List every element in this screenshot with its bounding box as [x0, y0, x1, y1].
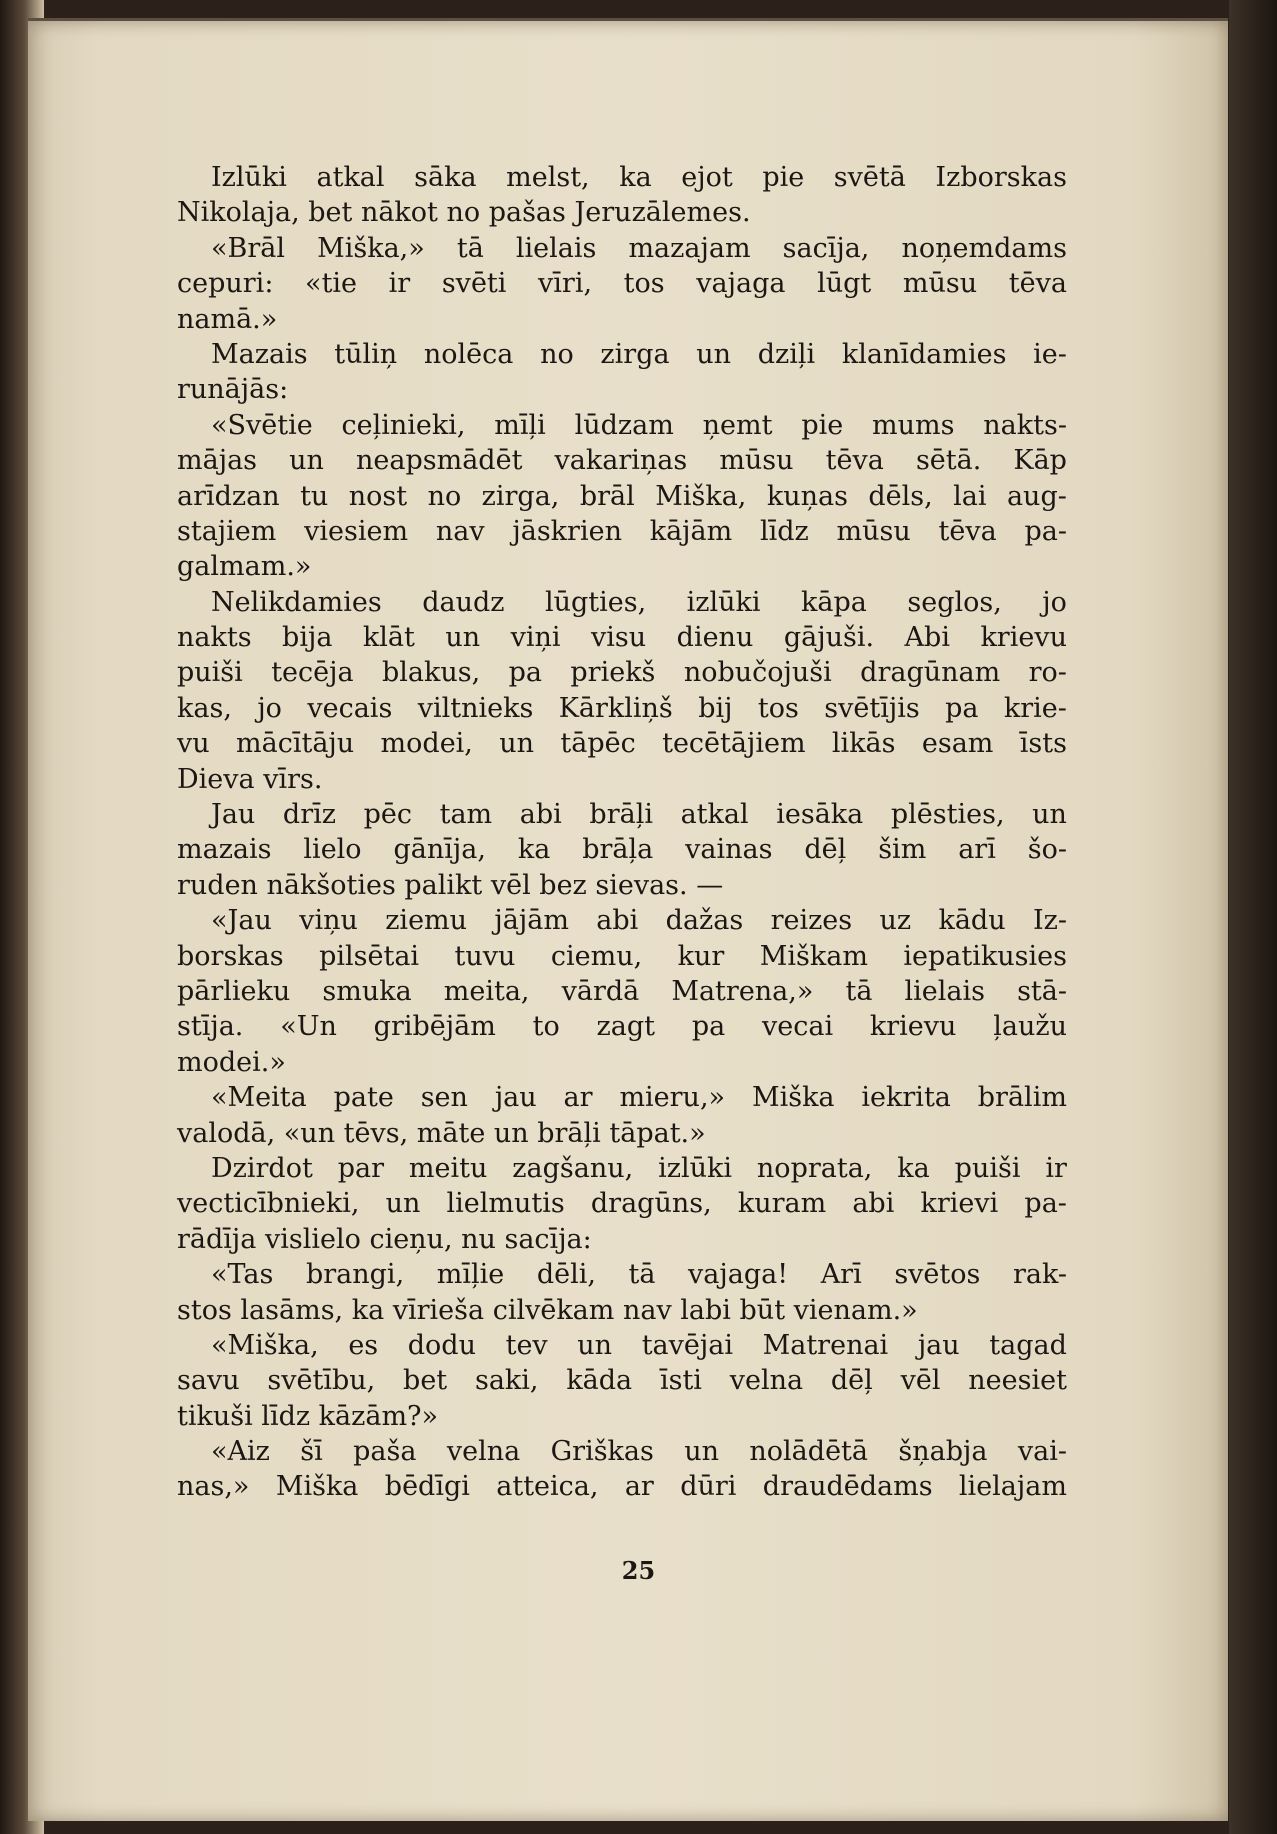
word: dūri	[680, 1471, 737, 1503]
word: meitu	[408, 1152, 488, 1184]
word: par	[337, 1152, 385, 1184]
word: ņemt	[702, 409, 773, 441]
word: tūliņ	[334, 338, 398, 370]
word: vakariņas	[554, 445, 688, 477]
word: vecticībnieki,	[177, 1188, 360, 1220]
word: seglos,	[907, 586, 1002, 618]
word: Izlūki	[211, 162, 287, 193]
word: un	[289, 445, 324, 477]
word: Kārkliņš	[558, 692, 673, 724]
text-line	[177, 620, 1067, 655]
word: pārlieku	[177, 975, 291, 1007]
word: Arī	[820, 1259, 862, 1291]
word: kas,	[177, 692, 232, 724]
word: iesāka	[776, 799, 864, 831]
text-line	[177, 939, 1067, 974]
word: Miška,»	[317, 232, 425, 264]
word: dragūnam	[860, 657, 1001, 689]
word: dēli,	[536, 1259, 596, 1291]
word: savu	[177, 1365, 240, 1397]
word: gājuši.	[783, 622, 875, 654]
word: Miška,	[655, 480, 747, 512]
word: un	[385, 1188, 421, 1220]
word: «Un	[280, 1011, 337, 1043]
word: reizes	[770, 905, 853, 937]
word: gānīja,	[393, 834, 486, 866]
word: likās	[831, 728, 896, 760]
page-body-text	[177, 160, 1067, 1505]
text-line	[177, 832, 1067, 867]
word: šo-	[1027, 834, 1067, 866]
word: dziļi	[757, 338, 816, 370]
word: priekš	[570, 657, 656, 689]
word: drīz	[282, 799, 336, 831]
word: vajaga!	[688, 1259, 789, 1291]
word: mācītāju	[236, 728, 355, 760]
text-line	[177, 514, 1067, 549]
word: kuram	[737, 1188, 827, 1220]
word: tēva	[938, 515, 997, 547]
word: lielais	[515, 232, 597, 264]
word: kādu	[938, 905, 1006, 937]
word: esam	[921, 728, 994, 760]
word: «Meita	[211, 1082, 307, 1114]
word: vai-	[1017, 1436, 1067, 1468]
word: bija	[282, 622, 333, 654]
word: bet	[403, 1365, 448, 1397]
word: Dzirdot	[211, 1152, 313, 1184]
word: mazais	[177, 834, 272, 866]
word: Nelikdamies	[211, 586, 382, 618]
word: Matrena,»	[671, 975, 814, 1007]
text-line	[177, 337, 1067, 372]
word: abi	[596, 905, 639, 937]
word: gribējām	[373, 1011, 496, 1043]
text-line	[177, 1469, 1067, 1504]
word: noņemdams	[901, 232, 1067, 264]
word: sāka	[414, 162, 477, 193]
word: zirga	[600, 338, 670, 370]
word: ar	[624, 1471, 654, 1503]
word: iepatikusies	[903, 940, 1067, 972]
word: uz	[879, 905, 912, 937]
text-line	[177, 726, 1067, 761]
word: nobučojuši	[683, 657, 832, 689]
text-line: valodā, «un tēvs, māte un brāļi tāpat.»	[177, 1117, 706, 1149]
word: meita,	[443, 975, 530, 1007]
word: un	[445, 622, 481, 654]
word: tev	[505, 1329, 548, 1361]
word: stā-	[1017, 975, 1067, 1007]
word: kur	[677, 940, 725, 972]
word: šim	[878, 834, 927, 866]
word: «Tas	[211, 1259, 274, 1291]
word: vēl	[900, 1365, 941, 1397]
word: atkal	[316, 162, 385, 193]
word: tāpēc	[560, 728, 636, 760]
word: puiši	[954, 1152, 1021, 1184]
word: pie	[762, 162, 805, 193]
word: vecai	[762, 1011, 834, 1043]
word: nav	[435, 515, 485, 547]
word: ka	[897, 1152, 930, 1184]
word: daudz	[422, 586, 505, 618]
word: kuņas	[766, 480, 848, 512]
word: brangi,	[305, 1259, 405, 1291]
text-line	[177, 1328, 1067, 1363]
word: kāpa	[801, 586, 867, 618]
word: stajiem	[177, 515, 277, 547]
text-line	[177, 443, 1067, 478]
word: mīļi	[494, 409, 546, 441]
word: dažas	[665, 905, 744, 937]
word: lielmutis	[446, 1188, 565, 1220]
word: kāda	[566, 1365, 633, 1397]
word: un	[696, 338, 732, 370]
word: tagad	[989, 1329, 1067, 1361]
text-line	[177, 903, 1067, 938]
word: lielo	[303, 834, 362, 866]
word: ro-	[1028, 657, 1067, 689]
word: jo	[1042, 586, 1067, 618]
word: Izborskas	[935, 162, 1067, 193]
text-line	[177, 160, 1067, 195]
text-line: Dieva vīrs.	[177, 763, 323, 795]
word: ka	[517, 834, 551, 866]
word: svētā	[833, 162, 906, 193]
word: krievu	[980, 622, 1067, 654]
word: mūsu	[836, 515, 911, 547]
word: sen	[420, 1082, 468, 1114]
text-line	[177, 231, 1067, 266]
word: vainas	[685, 834, 773, 866]
word: ejot	[681, 162, 733, 193]
word: abi	[852, 1188, 895, 1220]
page-number: 25	[621, 1556, 656, 1585]
word: mazajam	[628, 232, 751, 264]
word: lai	[953, 480, 987, 512]
text-line	[177, 408, 1067, 443]
word: smuka	[322, 975, 412, 1007]
text-line	[177, 1009, 1067, 1044]
word: pa-	[1024, 1188, 1067, 1220]
word: dienu	[676, 622, 754, 654]
word: nas,»	[177, 1471, 250, 1503]
word: klāt	[362, 622, 415, 654]
text-line	[177, 691, 1067, 726]
word: visu	[591, 622, 647, 654]
word: to	[532, 1011, 560, 1043]
word: krievu	[869, 1011, 957, 1043]
word: ir	[1045, 1152, 1067, 1184]
word: jau	[917, 1329, 960, 1361]
word: «tie	[305, 268, 358, 300]
word: šī	[300, 1436, 323, 1468]
text-line: galmam.»	[177, 551, 312, 583]
word: ļaužu	[993, 1011, 1067, 1043]
word: ka	[619, 162, 652, 193]
word: viesiem	[304, 515, 409, 547]
word: īsti	[659, 1365, 702, 1397]
word: atkal	[680, 799, 749, 831]
word: «Miška,	[211, 1329, 319, 1361]
text-line: Nikolaja, bet nākot no pašas Jeruzālemes.	[177, 197, 751, 229]
word: bēdīgi	[384, 1471, 470, 1503]
word: pa	[945, 692, 979, 724]
word: velna	[446, 1436, 521, 1468]
word: mūsu	[902, 268, 978, 300]
word: līdz	[760, 515, 809, 547]
word: Miška	[751, 1082, 835, 1114]
word: «Aiz	[211, 1436, 270, 1468]
word: ar	[563, 1082, 593, 1114]
text-line	[177, 797, 1067, 832]
word: pie	[801, 409, 844, 441]
word: rak-	[1012, 1259, 1067, 1291]
text-line	[177, 1151, 1067, 1186]
word: zirga,	[481, 480, 560, 512]
word: tam	[439, 799, 493, 831]
word: svētījis	[824, 692, 920, 724]
word: pēc	[363, 799, 412, 831]
word: tos	[757, 692, 799, 724]
word: tu	[300, 480, 329, 512]
word: dodu	[407, 1329, 476, 1361]
word: dēļ	[830, 1365, 873, 1397]
text-line: runājās:	[177, 374, 289, 406]
word: un	[499, 728, 535, 760]
word: jau	[494, 1082, 537, 1114]
word: svētos	[894, 1259, 981, 1291]
word: dēļ	[804, 834, 847, 866]
word: klanīdamies	[841, 338, 1007, 370]
word: tēva	[825, 445, 884, 477]
word: neapsmādēt	[356, 445, 523, 477]
word: Abi	[904, 622, 950, 654]
word: brāļa	[582, 834, 654, 866]
word: Iz-	[1032, 905, 1067, 937]
word: jāskrien	[512, 515, 622, 547]
word: arīdzan	[177, 480, 280, 512]
word: tā	[845, 975, 873, 1007]
word: tā	[628, 1259, 656, 1291]
text-line	[177, 1257, 1067, 1292]
word: bij	[698, 692, 733, 724]
word: vajaga	[696, 268, 786, 300]
text-line	[177, 266, 1067, 301]
word: jājām	[494, 905, 569, 937]
word: mums	[872, 409, 955, 441]
word: iekrita	[861, 1082, 951, 1114]
word: ceļinieki,	[341, 409, 466, 441]
word: nolādētā	[749, 1436, 868, 1468]
word: saki,	[474, 1365, 539, 1397]
word: plēsties,	[890, 799, 1005, 831]
word: pa	[508, 657, 542, 689]
text-line: tikuši līdz kāzām?»	[177, 1400, 439, 1432]
word: mīļie	[436, 1259, 505, 1291]
word: modei,	[380, 728, 473, 760]
word: tos	[623, 268, 665, 300]
word: «Jau	[211, 905, 272, 937]
word: nakts	[177, 622, 252, 654]
word: lielajam	[958, 1471, 1067, 1503]
word: pilsētai	[319, 940, 420, 972]
word: Miškam	[759, 940, 868, 972]
word: lūgt	[817, 268, 872, 300]
word: nolēca	[423, 338, 514, 370]
word: krievi	[920, 1188, 999, 1220]
word: brālim	[977, 1082, 1067, 1114]
word: tavējai	[641, 1329, 733, 1361]
word: nakts-	[983, 409, 1067, 441]
word: borskas	[177, 940, 284, 972]
word: viņu	[299, 905, 358, 937]
word: zagt	[596, 1011, 656, 1043]
word: Miška	[275, 1471, 359, 1503]
word: Jau	[211, 799, 256, 831]
word: ie-	[1033, 338, 1067, 370]
word: aug-	[1006, 480, 1067, 512]
word: dragūns,	[590, 1188, 712, 1220]
word: melst,	[506, 162, 590, 193]
word: es	[348, 1329, 379, 1361]
text-line	[177, 1363, 1067, 1398]
word: un	[684, 1436, 720, 1468]
word: sacīja,	[782, 232, 870, 264]
word: svēti	[441, 268, 507, 300]
word: mūsu	[719, 445, 794, 477]
word: pa	[691, 1011, 726, 1043]
word: vīri,	[538, 268, 593, 300]
text-line	[177, 1434, 1067, 1469]
text-line	[177, 1186, 1067, 1221]
word: ziemu	[385, 905, 468, 937]
word: vecais	[307, 692, 393, 724]
word: Mazais	[211, 338, 308, 370]
word: atteica,	[496, 1471, 599, 1503]
word: jo	[257, 692, 282, 724]
word: tā	[456, 232, 484, 264]
word: pa-	[1024, 515, 1067, 547]
word: sētā.	[915, 445, 982, 477]
word: lielais	[904, 975, 985, 1007]
word: zagšanu,	[512, 1152, 634, 1184]
word: blakus,	[382, 657, 481, 689]
word: velna	[729, 1365, 804, 1397]
word: šņabja	[898, 1436, 988, 1468]
word: kājām	[649, 515, 733, 547]
word: mājas	[177, 445, 258, 477]
text-line	[177, 479, 1067, 514]
word: ir	[388, 268, 411, 300]
word: Griškas	[550, 1436, 654, 1468]
word: viltnieks	[417, 692, 534, 724]
word: nost	[348, 480, 408, 512]
word: mieru,»	[619, 1082, 726, 1114]
word: izlūki	[686, 586, 761, 618]
word: viņi	[510, 622, 561, 654]
word: no	[540, 338, 574, 370]
word: «Svētie	[211, 409, 313, 441]
word: arī	[958, 834, 996, 866]
word: cepuri:	[177, 268, 274, 300]
word: draudēdams	[762, 1471, 933, 1503]
text-line	[177, 655, 1067, 690]
text-line: rādīja vislielo cieņu, nu sacīja:	[177, 1223, 592, 1255]
word: brāļi	[589, 799, 653, 831]
text-line: namā.»	[177, 303, 278, 335]
word: tēva	[1008, 268, 1067, 300]
word: no	[427, 480, 462, 512]
word: izlūki	[658, 1152, 733, 1184]
text-line	[177, 585, 1067, 620]
word: paša	[353, 1436, 417, 1468]
word: dēls,	[868, 480, 933, 512]
text-line: ruden nākšoties palikt vēl bez sievas. —	[177, 869, 724, 901]
text-line	[177, 974, 1067, 1009]
word: un	[577, 1329, 613, 1361]
text-line	[177, 1080, 1067, 1115]
word: lūgties,	[544, 586, 647, 618]
word: stīja.	[177, 1011, 244, 1043]
word: tecētājiem	[662, 728, 806, 760]
word: krie-	[1003, 692, 1067, 724]
word: vārdā	[561, 975, 640, 1007]
word: «Brāl	[211, 232, 285, 264]
word: svētību,	[267, 1365, 376, 1397]
word: puiši	[177, 657, 243, 689]
word: noprata,	[756, 1152, 873, 1184]
word: īsts	[1019, 728, 1067, 760]
word: un	[1032, 799, 1067, 831]
text-line: stos lasāms, ka vīrieša cilvēkam nav labi būt vienam.»	[177, 1294, 918, 1326]
word: brāl	[579, 480, 635, 512]
word: tuvu	[454, 940, 516, 972]
word: tecēja	[271, 657, 354, 689]
word: vu	[177, 728, 210, 760]
word: ciemu,	[550, 940, 643, 972]
text-line: modei.»	[177, 1046, 286, 1078]
word: neesiet	[968, 1365, 1067, 1397]
word: Kāp	[1013, 445, 1067, 477]
word: abi	[519, 799, 562, 831]
word: lūdzam	[574, 409, 674, 441]
word: pate	[333, 1082, 394, 1114]
word: Matrenai	[762, 1329, 889, 1361]
